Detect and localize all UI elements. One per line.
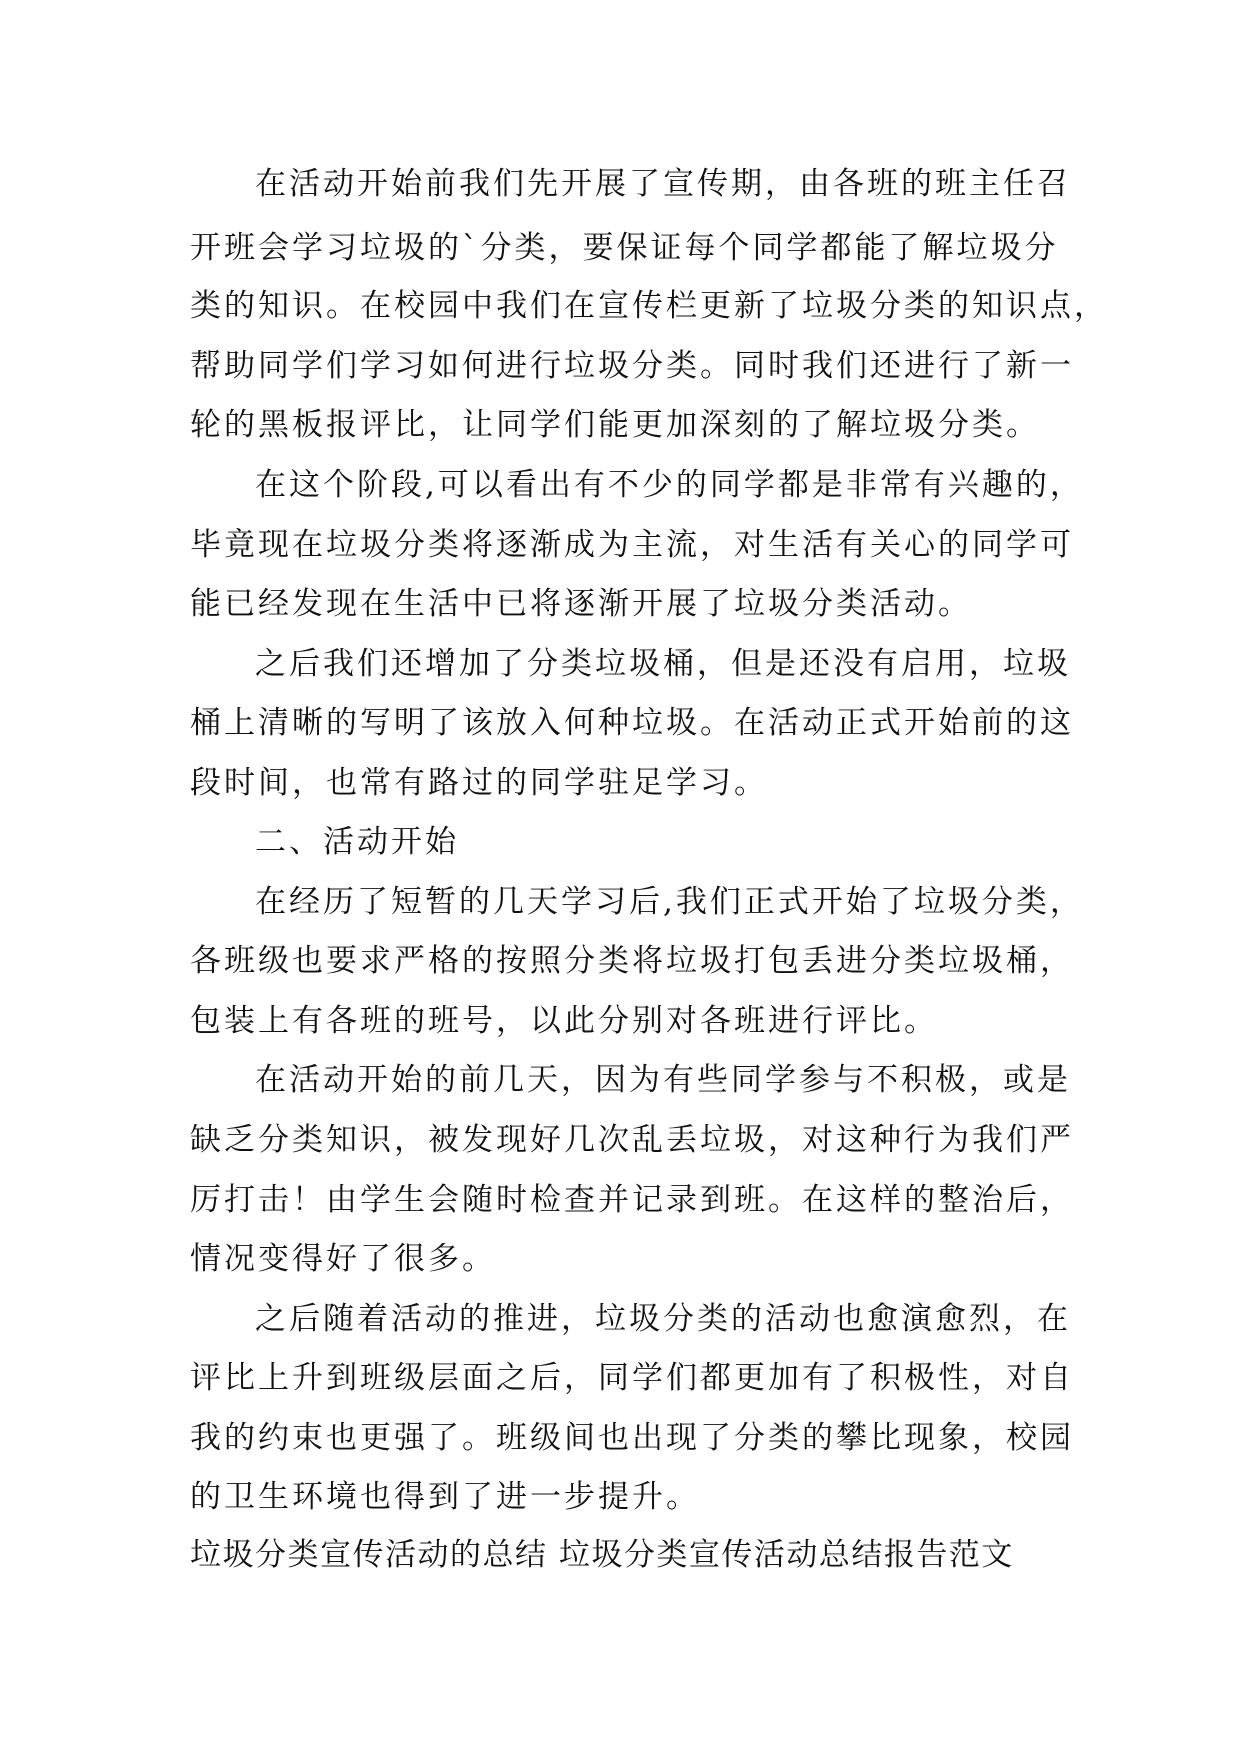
paragraph-7-line-1: 之后随着活动的推进，垃圾分类的活动也愈演愈烈，在 <box>255 1301 1071 1337</box>
document-footer-title: 垃圾分类宣传活动的总结 垃圾分类宣传活动总结报告范文 <box>190 1537 1014 1573</box>
paragraph-6-line-1: 在活动开始的前几天，因为有些同学参与不积极，或是 <box>255 1062 1071 1098</box>
paragraph-5-line-2: 各班级也要求严格的按照分类将垃圾打包丢进分类垃圾桶， <box>190 943 1074 979</box>
section-heading: 二、活动开始 <box>255 824 459 860</box>
paragraph-2-line-3: 能已经发现在生活中已将逐渐开展了垃圾分类活动。 <box>190 586 972 622</box>
paragraph-1-line-1: 在活动开始前我们先开展了宣传期，由各班的班主任召 <box>255 166 1071 202</box>
paragraph-6-line-2: 缺乏分类知识，被发现好几次乱丢垃圾，对这种行为我们严 <box>190 1122 1074 1158</box>
paragraph-7-line-3: 我的约束也更强了。班级间也出现了分类的攀比现象，校园 <box>190 1420 1074 1456</box>
paragraph-7-line-4: 的卫生环境也得到了进一步提升。 <box>190 1479 700 1515</box>
paragraph-1-line-4: 帮助同学们学习如何进行垃圾分类。同时我们还进行了新一 <box>190 348 1074 384</box>
paragraph-6-line-3: 厉打击！由学生会随时检查并记录到班。在这样的整治后， <box>190 1182 1074 1218</box>
paragraph-7-line-2: 评比上升到班级层面之后，同学们都更加有了积极性，对自 <box>190 1360 1074 1396</box>
paragraph-2-line-2: 毕竟现在垃圾分类将逐渐成为主流，对生活有关心的同学可 <box>190 527 1074 563</box>
paragraph-6-line-4: 情况变得好了很多。 <box>190 1241 496 1277</box>
paragraph-5-line-1: 在经历了短暂的几天学习后,我们正式开始了垃圾分类， <box>255 884 1084 920</box>
paragraph-1-line-2: 开班会学习垃圾的`分类，要保证每个同学都能了解垃圾分 <box>190 230 1059 266</box>
paragraph-1-line-5: 轮的黑板报评比，让同学们能更加深刻的了解垃圾分类。 <box>190 407 1040 443</box>
paragraph-1-line-3: 类的知识。在校园中我们在宣传栏更新了垃圾分类的知识点， <box>190 288 1108 324</box>
paragraph-3-line-3: 段时间，也常有路过的同学驻足学习。 <box>190 765 768 801</box>
paragraph-5-line-3: 包装上有各班的班号，以此分别对各班进行评比。 <box>190 1003 938 1039</box>
paragraph-2-line-1: 在这个阶段,可以看出有不少的同学都是非常有兴趣的， <box>255 467 1084 503</box>
paragraph-3-line-2: 桶上清晰的写明了该放入何种垃圾。在活动正式开始前的这 <box>190 705 1074 741</box>
paragraph-3-line-1: 之后我们还增加了分类垃圾桶，但是还没有启用，垃圾 <box>255 646 1071 682</box>
